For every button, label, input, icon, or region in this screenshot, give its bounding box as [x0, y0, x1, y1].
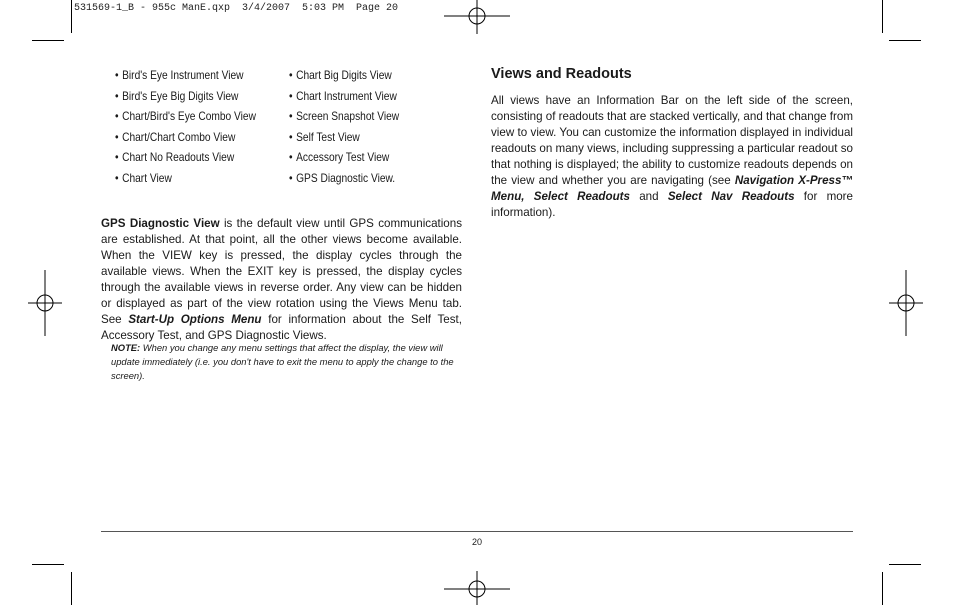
printer-slug: 531569-1_B - 955c ManE.qxp 3/4/2007 5:03 PM Page 20	[74, 3, 399, 14]
crop-mark-bottom-left-h	[32, 564, 64, 565]
list-item: • Bird's Eye Big Digits View	[115, 89, 239, 103]
view-list-column-1	[115, 66, 256, 190]
section-title: Views and Readouts	[491, 66, 632, 82]
select-nav-readouts-reference: Select Nav Readouts	[667, 190, 795, 203]
crop-mark-top-left-h	[32, 40, 64, 41]
registration-mark-bottom	[444, 571, 510, 605]
gps-diagnostic-lead: GPS Diagnostic View	[101, 217, 220, 230]
gps-diagnostic-paragraph: GPS Diagnostic View is the default view until GPS communications are established. At that point, all the other views become available. When the VIEW key is pressed, the display cycles through the available views. When the EXIT key is pressed, the display cycles through the available views in reverse order. Any view can be hidden or displayed as part of the view rotation using the Views Menu tab. See Start-Up Options Menu for information about the Self Test, Accessory Test, and GPS Diagnostic Views.	[101, 217, 463, 342]
list-item: • Chart Big Digits View	[289, 69, 392, 82]
list-item: • Bird's Eye Instrument View	[115, 69, 244, 82]
registration-mark-right	[889, 270, 923, 336]
list-item: • Chart Instrument View	[289, 89, 397, 103]
crop-mark-bottom-right-h	[889, 564, 921, 565]
list-item: • Self Test View	[289, 130, 360, 144]
registration-mark-left	[28, 270, 62, 336]
crop-mark-bottom-left-v	[71, 572, 72, 605]
crop-mark-bottom-right-v	[882, 572, 883, 605]
note-paragraph: NOTE: When you change any menu settings that affect the display, the view will update immediately (i.e. you don't have to exit the menu to apply the change to the screen).	[111, 342, 454, 381]
start-up-options-menu-reference: Start-Up Options Menu	[128, 313, 262, 326]
list-item: • Accessory Test View	[289, 151, 390, 165]
list-item: • Chart View	[115, 171, 172, 185]
footer-divider	[101, 531, 853, 532]
list-item: • Chart No Readouts View	[115, 151, 235, 165]
view-list-column-2	[289, 66, 399, 190]
crop-mark-top-right-h	[889, 40, 921, 41]
list-item: • Chart/Bird's Eye Combo View	[115, 110, 256, 124]
crop-mark-top-left-v	[71, 0, 72, 33]
list-item: • Screen Snapshot View	[289, 110, 400, 124]
note-label: NOTE:	[111, 342, 141, 353]
list-item: • GPS Diagnostic View.	[289, 171, 396, 185]
navigation-xpress-menu-reference: Navigation X-Press™ Menu, Select Readouts	[491, 174, 854, 203]
crop-mark-top-right-v	[882, 0, 883, 33]
registration-mark-top	[444, 0, 510, 34]
page-number: 20	[471, 537, 482, 547]
list-item: • Chart/Chart Combo View	[115, 130, 236, 144]
views-readouts-paragraph: All views have an Information Bar on the left side of the screen, consisting of readouts that are stacked vertically, and that change from view to view. You can customize the information displayed in individual readouts on many views, including suppressing a particular readout so that nothing is displayed; the ability to customize readouts depends on the view and whether you are navigating (see Navigation X-Press™ Menu, Select Readouts and Select Nav Readouts for more information).	[491, 94, 854, 219]
